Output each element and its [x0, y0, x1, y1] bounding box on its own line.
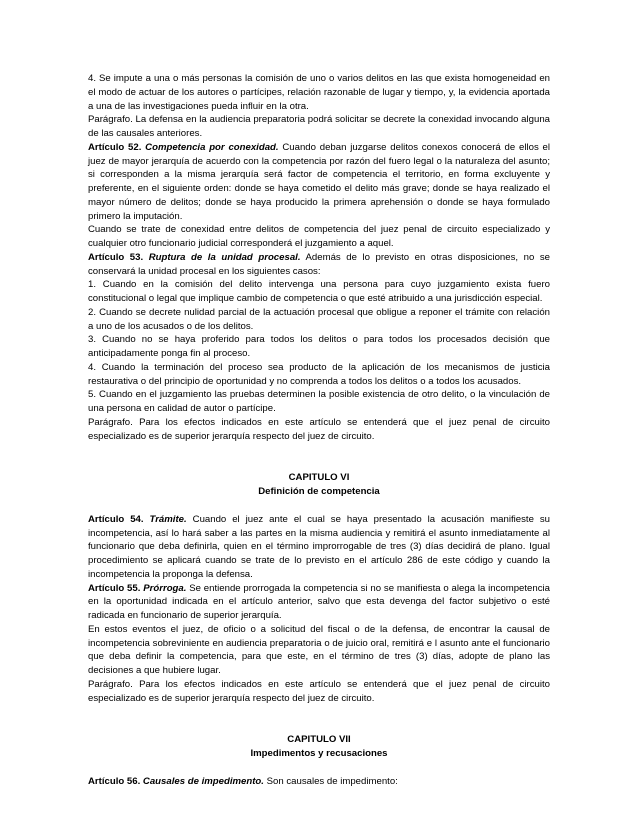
article-number: Artículo 56. [88, 775, 141, 787]
paragraph-text: Cuando se trate de conexidad entre delitos de competencia del juez penal de circuito especializado y cualquier otro funcionario judicial corresponderá el juzgamiento a aquel. [88, 224, 550, 249]
article-paragraph [88, 141, 550, 224]
article-heading: Trámite. [149, 513, 187, 525]
chapter-7-subtitle: Impedimentos y recusaciones [250, 748, 388, 759]
article-number: Artículo 52. [88, 141, 142, 153]
article-paragraph [88, 582, 550, 623]
paragraph-text: 2. Cuando se decrete nulidad parcial de la actuación procesal que obligue a reponer el trámite con relación a uno de los acusados o de los delitos. [88, 306, 550, 332]
article-paragraph [88, 513, 550, 582]
paragraph-text: 5. Cuando en el juzgamiento las pruebas determinen la posible existencia de otro delito, o la vinculación de una persona en calidad de autor o partícipe. [88, 389, 550, 414]
article-heading: Causales de impedimento. [142, 775, 264, 787]
section-chapter-6 [88, 513, 550, 706]
paragraph [88, 388, 550, 416]
paragraph-text: Son causales de impedimento: [266, 775, 398, 787]
article-heading: Competencia por conexidad. [145, 141, 279, 153]
paragraph [88, 361, 550, 389]
document-page [88, 72, 550, 789]
paragraph [88, 333, 550, 361]
paragraph [88, 223, 550, 251]
article-number: Artículo 53. [88, 251, 144, 263]
paragraph [88, 72, 550, 113]
paragraph-text: Cuando el juez ante el cual se haya presentado la acusación manifieste su incompetencia, así lo hará saber a las partes en la misma audiencia y remitirá el asunto inmediatamente al funcionario que deba definirla, quien en el término improrrogable de tres (3) días decidirá de plano. Igual procedimiento se aplicará cuando se trate de lo previsto en el artículo 286 de este código y cuando la incompetencia la proponga la defensa. [88, 513, 551, 580]
paragraph-text: 4. Cuando la terminación del proceso sea producto de la aplicación de los mecanismos de justicia restaurativa o del principio de oportunidad y no comprenda a todos los delitos o a todos los acusados. [88, 361, 550, 387]
paragraph-text: Cuando deban juzgarse delitos conexos conocerá de ellos el juez de mayor jerarquía de acuerdo con la competencia por razón del fuero legal o la naturaleza del asunto; si corresponden a la misma jerarquía será factor de competencia el territorio, en forma excluyente y preferente, en el siguiente orden: donde se haya cometido el delito más grave; donde se haya realizado el mayor número de delitos; donde se haya producido la primera aprehensión o donde se haya formulado primero la imputación. [88, 141, 551, 222]
paragraph-text: En estos eventos el juez, de oficio o a solicitud del fiscal o de la defensa, de encontrar la causal de incompetencia sobreviniente en audiencia preparatoria o de juicio oral, remitirá e l asunto ante el funcionario que deba definir la competencia, para que este, en el término de tres (3) días, adopte de plano las decisiones a que hubiere lugar. [88, 623, 550, 676]
article-heading: Prórroga. [143, 582, 187, 594]
section-articles-51-53 [88, 72, 550, 443]
article-number: Artículo 54. [88, 513, 144, 525]
paragraph-text: 3. Cuando no se haya proferido para todos los delitos o para todos los procesados decisión que anticipadamente ponga fin al proceso. [88, 334, 550, 359]
paragraph-text: Además de lo previsto en otras disposiciones, no se conservará la unidad procesal en los siguientes casos: [88, 251, 550, 277]
article-number: Artículo 55. [88, 582, 141, 594]
paragraph [88, 623, 550, 678]
paragraph [88, 416, 550, 444]
section-chapter-7 [88, 775, 550, 789]
article-paragraph [88, 251, 550, 279]
paragraph-text: Parágrafo. Para los efectos indicados en este artículo se entenderá que el juez penal de circuito especializado es de superior jerarquía respecto del juez de circuito. [88, 678, 550, 704]
paragraph-text: Parágrafo. La defensa en la audiencia preparatoria podrá solicitar se decrete la conexidad invocando alguna de las causales anteriores. [88, 114, 550, 139]
paragraph [88, 113, 550, 141]
paragraph [88, 678, 550, 706]
chapter-6-title: CAPITULO VI [288, 472, 350, 484]
paragraph [88, 306, 550, 334]
paragraph-text: Se entiende prorrogada la competencia si no se manifiesta o alega la incompetencia en la oportunidad indicada en el artículo anterior, salvo que esta devenga del factor subjetivo o esté radicada en funcionario de superior jerarquía. [88, 582, 550, 621]
paragraph-text: 1. Cuando en la comisión del delito intervenga una persona para cuyo juzgamiento exista fuero constitucional o legal que implique cambio de competencia o que esté atribuido a una jurisdicción especial. [88, 279, 550, 304]
paragraph-text: 4. Se impute a una o más personas la comisión de uno o varios delitos en las que exista homogeneidad en el modo de actuar de los autores o partícipes, relación razonable de lugar y tiempo, y, la evidencia aportada a una de las investigaciones pueda influir en la otra. [88, 73, 550, 112]
paragraph-text: Parágrafo. Para los efectos indicados en este artículo se entenderá que el juez penal de circuito especializado es de superior jerarquía respecto del juez de circuito. [88, 416, 550, 442]
chapter-6-subtitle: Definición de competencia [258, 486, 380, 497]
chapter-7-title: CAPITULO VII [287, 734, 351, 746]
paragraph [88, 278, 550, 306]
article-paragraph [88, 775, 550, 789]
article-heading: Ruptura de la unidad procesal. [148, 251, 301, 263]
